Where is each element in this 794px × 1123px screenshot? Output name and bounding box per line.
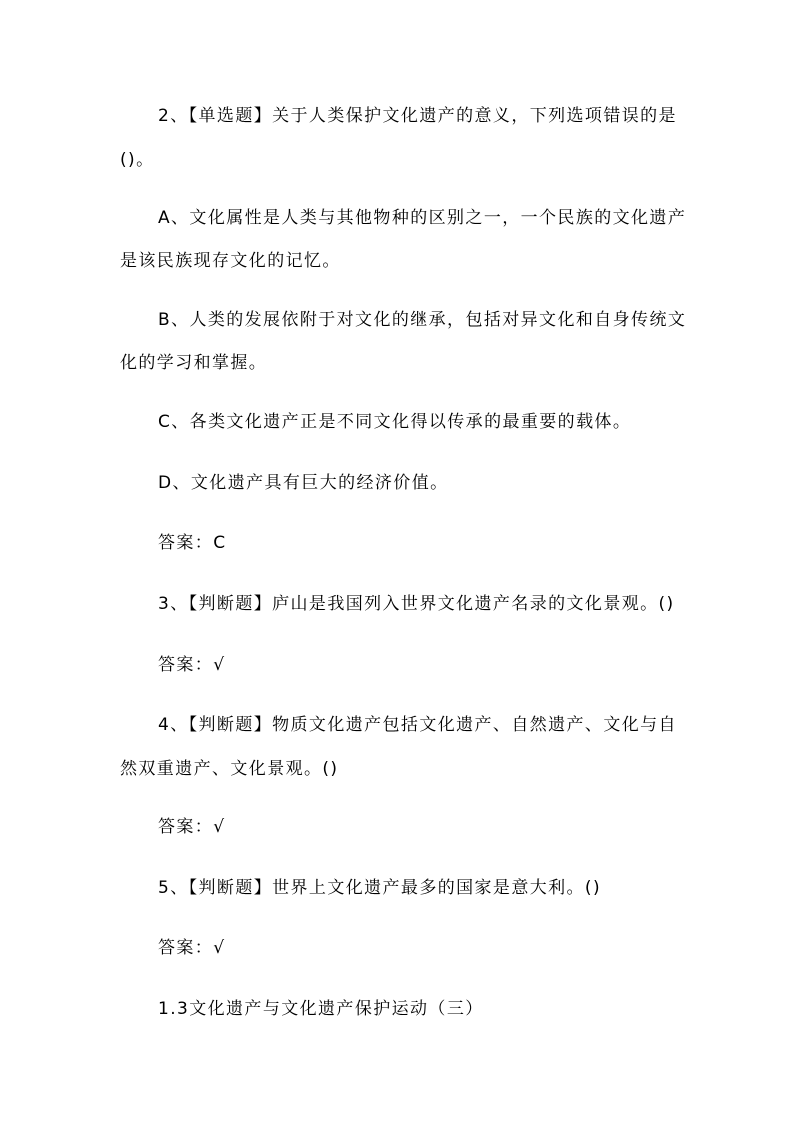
question-4-answer: 答案：√	[158, 817, 226, 837]
question-3-answer: 答案：√	[158, 655, 226, 675]
question-2-option-a-line-1: A、文化属性是人类与其他物种的区别之一，一个民族的文化遗产	[158, 208, 687, 228]
question-3-stem: 3、【判断题】庐山是我国列入世界文化遗产名录的文化景观。()	[158, 594, 675, 614]
question-4-stem-line-1: 4、【判断题】物质文化遗产包括文化遗产、自然遗产、文化与自	[158, 715, 677, 735]
question-2-option-b-line-1: B、人类的发展依附于对文化的继承，包括对异文化和自身传统文	[158, 310, 687, 330]
question-2-option-c: C、各类文化遗产正是不同文化得以传承的最重要的载体。	[158, 412, 632, 432]
question-2-stem-line-2: ()。	[120, 150, 155, 170]
question-2-stem-line-1: 2、【单选题】关于人类保护文化遗产的意义，下列选项错误的是	[158, 106, 677, 126]
question-4-stem-line-2: 然双重遗产、文化景观。()	[120, 759, 339, 779]
question-5-stem: 5、【判断题】世界上文化遗产最多的国家是意大利。()	[158, 878, 601, 898]
question-5-answer: 答案：√	[158, 938, 226, 958]
question-2-option-b-line-2: 化的学习和掌握。	[120, 353, 268, 373]
question-2-option-d: D、文化遗产具有巨大的经济价值。	[158, 473, 449, 493]
question-2-answer: 答案：C	[158, 533, 227, 553]
question-2-option-a-line-2: 是该民族现存文化的记忆。	[120, 251, 341, 271]
section-heading: 1.3文化遗产与文化遗产保护运动（三）	[158, 999, 484, 1019]
